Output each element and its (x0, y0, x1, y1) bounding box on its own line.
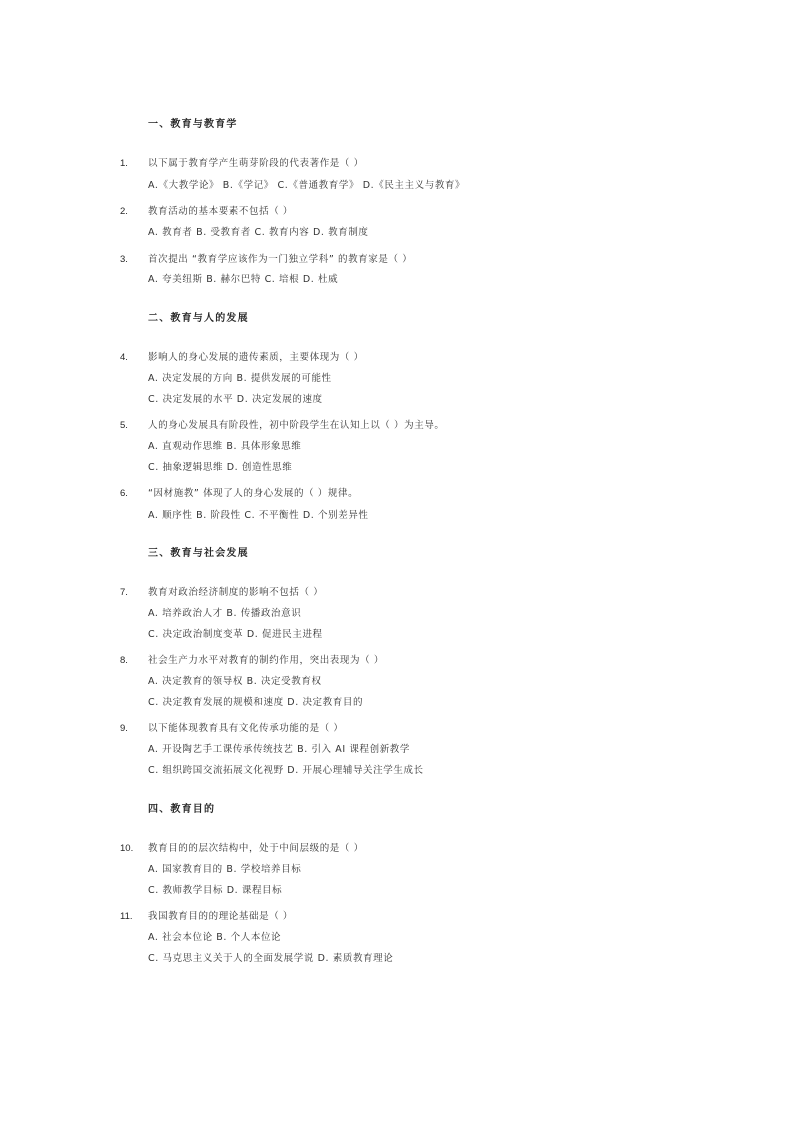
question-options: A. 教育者 B. 受教育者 C. 教育内容 D. 教育制度 (148, 227, 369, 238)
section-title: 一、教育与教育学 (148, 119, 238, 130)
question-text: 社会生产力水平对教育的制约作用，突出表现为（ ） (148, 655, 384, 666)
question-number: 3. (120, 254, 128, 265)
question-text: 首次提出 “教育学应该作为一门独立学科” 的教育家是（ ） (148, 254, 413, 265)
question-number: 10. (120, 843, 134, 854)
question-text: 教育对政治经济制度的影响不包括（ ） (148, 587, 324, 598)
question-number: 1. (120, 158, 128, 169)
question-options: A. 决定发展的方向 B. 提供发展的可能性 (148, 373, 332, 384)
question-text: 教育目的的层次结构中，处于中间层级的是（ ） (148, 843, 364, 854)
question-options: A. 夸美纽斯 B. 赫尔巴特 C. 培根 D. 杜威 (148, 274, 339, 285)
question-text: 教育活动的基本要素不包括（ ） (148, 206, 294, 217)
question-number: 11. (120, 911, 133, 922)
question-number: 6. (120, 488, 128, 499)
section-title: 二、教育与人的发展 (148, 313, 249, 324)
question-number: 8. (120, 655, 128, 666)
question-options: A. 顺序性 B. 阶段性 C. 不平衡性 D. 个别差异性 (148, 510, 369, 521)
question-options: C. 决定发展的水平 D. 决定发展的速度 (148, 394, 323, 405)
question-text: 人的身心发展具有阶段性，初中阶段学生在认知上以（ ）为主导。 (148, 420, 445, 431)
question-number: 9. (120, 723, 128, 734)
section-title: 三、教育与社会发展 (148, 548, 249, 559)
question-text: “因材施教” 体现了人的身心发展的（ ）规律。 (148, 488, 359, 499)
question-number: 4. (120, 352, 128, 363)
question-options: A. 开设陶艺手工课传承传统技艺 B. 引入 AI 课程创新教学 (148, 744, 410, 755)
section-title: 四、教育目的 (148, 804, 216, 815)
question-options: C. 马克思主义关于人的全面发展学说 D. 素质教育理论 (148, 953, 394, 964)
question-text: 以下能体现教育具有文化传承功能的是（ ） (148, 723, 344, 734)
question-options: A. 培养政治人才 B. 传播政治意识 (148, 608, 302, 619)
question-options: A. 国家教育目的 B. 学校培养目标 (148, 864, 302, 875)
question-text: 影响人的身心发展的遗传素质，主要体现为（ ） (148, 352, 364, 363)
question-options: A. 直观动作思维 B. 具体形象思维 (148, 441, 302, 452)
question-options: C. 组织跨国交流拓展文化视野 D. 开展心理辅导关注学生成长 (148, 765, 424, 776)
question-options: A. 社会本位论 B. 个人本位论 (148, 932, 282, 943)
question-options: C. 教师教学目标 D. 课程目标 (148, 885, 283, 896)
question-text: 我国教育目的的理论基础是（ ） (148, 911, 294, 922)
question-number: 5. (120, 420, 128, 431)
question-number: 2. (120, 206, 128, 217)
question-text: 以下属于教育学产生萌芽阶段的代表著作是（ ） (148, 158, 364, 169)
question-number: 7. (120, 587, 128, 598)
question-options: C. 抽象逻辑思维 D. 创造性思维 (148, 462, 293, 473)
question-options: A.《大教学论》 B.《学记》 C.《普通教育学》 D.《民主主义与教育》 (148, 180, 466, 191)
question-options: A. 决定教育的领导权 B. 决定受教育权 (148, 676, 322, 687)
question-options: C. 决定教育发展的规模和速度 D. 决定教育目的 (148, 697, 364, 708)
question-options: C. 决定政治制度变革 D. 促进民主进程 (148, 629, 323, 640)
